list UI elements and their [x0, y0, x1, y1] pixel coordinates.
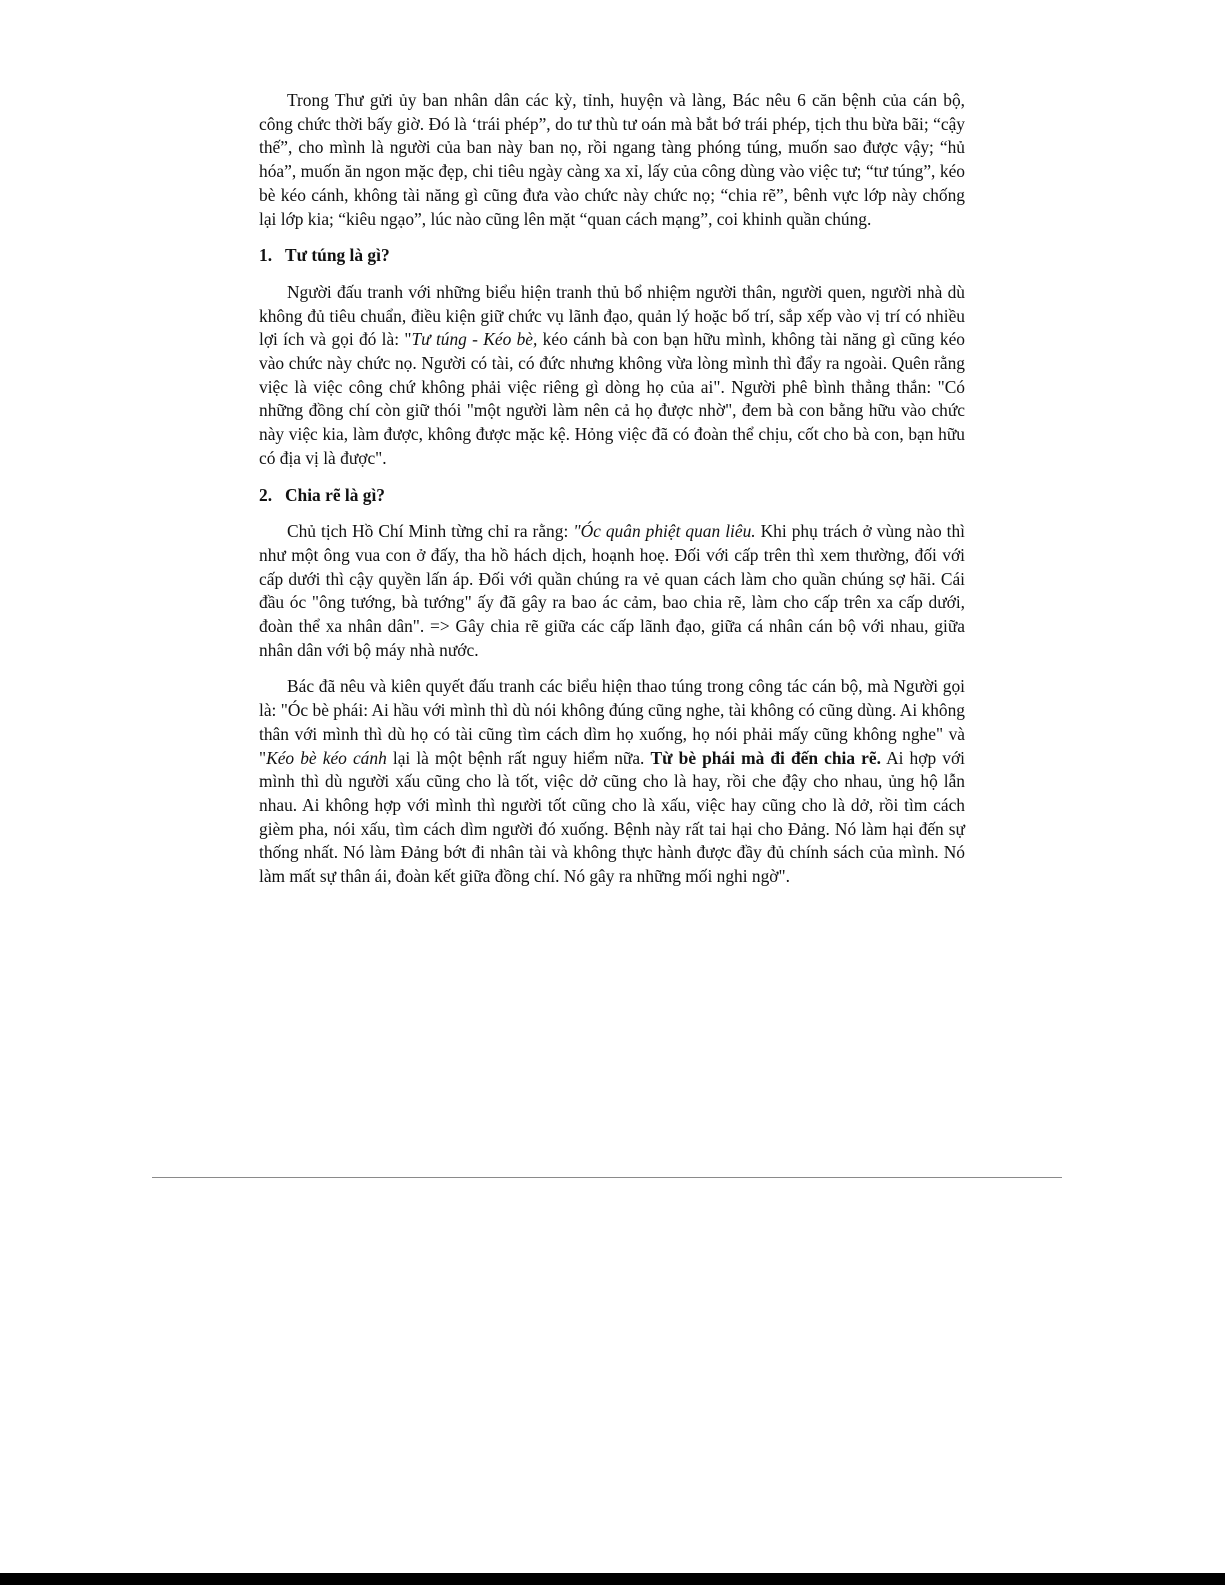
section-2-p1-italic: "Óc quân phiệt quan liêu.	[573, 521, 756, 542]
section-1-quote-italic: Tư túng - Kéo bè,	[411, 329, 538, 350]
section-2-p2-text-b: lại là một bệnh rất nguy hiểm nữa.	[386, 747, 651, 768]
section-1-number: 1.	[259, 245, 273, 266]
section-2-p2-text-c: Ai hợp với mình thì dù người xấu cũng cho là tốt, việc dở cũng cho là hay, rồi che đậy cho nhau, ủng hộ lẫn nhau. Ai không hợp với mình thì người tốt cũng cho là xấu, việc hay cũng cho là dở, rồi tìm cách gièm pha, nói xấu, tìm cách dìm người đó xuống. Bệnh này rất tai hại cho Đảng. Nó làm hại đến sự thống nhất. Nó làm Đảng bớt đi nhân tài và không thực hành được đầy đủ chính sách của mình. Nó làm mất sự thân ái, đoàn kết giữa đồng chí. Nó gây ra những mối nghi ngờ".	[259, 747, 965, 887]
section-2-number: 2.	[259, 484, 273, 505]
section-1-paragraph	[259, 281, 965, 471]
section-2-title: Chia rẽ là gì?	[285, 484, 385, 505]
section-2-p2-bold: Từ bè phái mà đi đến chia rẽ.	[650, 747, 881, 768]
section-2-p1-text-b: Khi phụ trách ở vùng nào thì như một ông vua con ở đấy, tha hồ hách dịch, hoạnh hoẹ. Đối với cấp trên thì xem thường, đối với cấp dưới thì cậy quyền lấn áp. Đối với quần chúng ra vẻ quan cách làm cho quần chúng sợ hãi. Cái đầu óc "ông tướng, bà tướng" ấy đã gây ra bao ác cảm, bao chia rẽ, làm cho cấp trên xa cấp dưới, đoàn thể xa nhân dân". => Gây chia rẽ giữa các cấp lãnh đạo, giữa cá nhân cán bộ với nhau, giữa nhân dân với bộ máy nhà nước.	[259, 521, 965, 660]
section-2-paragraph-2	[259, 675, 965, 888]
section-2-p2-italic: Kéo bè kéo cánh	[266, 747, 387, 768]
section-2-heading	[259, 484, 965, 508]
bottom-edge-bar	[0, 1573, 1225, 1585]
document-body	[259, 89, 965, 902]
section-1-text-a: Người đấu tranh với những biểu hiện tranh thủ bổ nhiệm người thân, người quen, người nhà dù không đủ tiêu chuẩn, điều kiện giữ chức vụ lãnh đạo, quản lý hoặc bố trí, sắp xếp vào vị trí có nhiều lợi ích và gọi đó là: "	[259, 281, 965, 350]
section-2-p2-text-a: Bác đã nêu và kiên quyết đấu tranh các biểu hiện thao túng trong công tác cán bộ, mà Người gọi là: "Óc bè phái: Ai hầu với mình thì dù nói không đúng cũng nghe, tài không có cũng dùng. Ai không thân với mình thì dù họ có tài cũng tìm cách dìm họ xuống, họ nói phải mấy cũng không nghe" và "	[259, 676, 965, 768]
section-2-paragraph-1	[259, 520, 965, 662]
section-1-heading	[259, 244, 965, 268]
intro-paragraph	[259, 89, 965, 231]
section-2-p1-text-a: Chủ tịch Hồ Chí Minh từng chỉ ra rằng:	[287, 521, 574, 542]
intro-text: Trong Thư gửi ủy ban nhân dân các kỳ, tỉnh, huyện và làng, Bác nêu 6 căn bệnh của cán bộ, công chức thời bấy giờ. Đó là ‘trái phép”, do tư thù tư oán mà bắt bớ trái phép, tịch thu bừa bãi; “cậy thế”, cho mình là người của ban này ban nọ, rồi ngang tàng phóng túng, muốn sao được vậy; “hủ hóa”, muốn ăn ngon mặc đẹp, chi tiêu ngày càng xa xỉ, lấy của công dùng vào việc tư; “tư túng”, kéo bè kéo cánh, không tài năng gì cũng đưa vào chức này chức nọ; “chia rẽ”, bênh vực lớp này chống lại lớp kia; “kiêu ngạo”, lúc nào cũng lên mặt “quan cách mạng”, coi khinh quần chúng.	[259, 90, 965, 229]
page-divider	[152, 1177, 1062, 1178]
section-1-title: Tư túng là gì?	[285, 245, 390, 266]
section-1-text-b: kéo cánh bà con bạn hữu mình, không tài năng gì cũng kéo vào chức này chức nọ. Người có tài, có đức nhưng không vừa lòng mình thì đẩy ra ngoài. Quên rằng việc là việc công chứ không phải việc riêng gì dòng họ của ai". Người phê bình thẳng thắn: "Có những đồng chí còn giữ thói "một người làm nên cả họ được nhờ", đem bà con bằng hữu vào chức này việc kia, làm được, không được mặc kệ. Hỏng việc đã có đoàn thể chịu, cốt cho bà con, bạn hữu có địa vị là được".	[259, 329, 965, 468]
